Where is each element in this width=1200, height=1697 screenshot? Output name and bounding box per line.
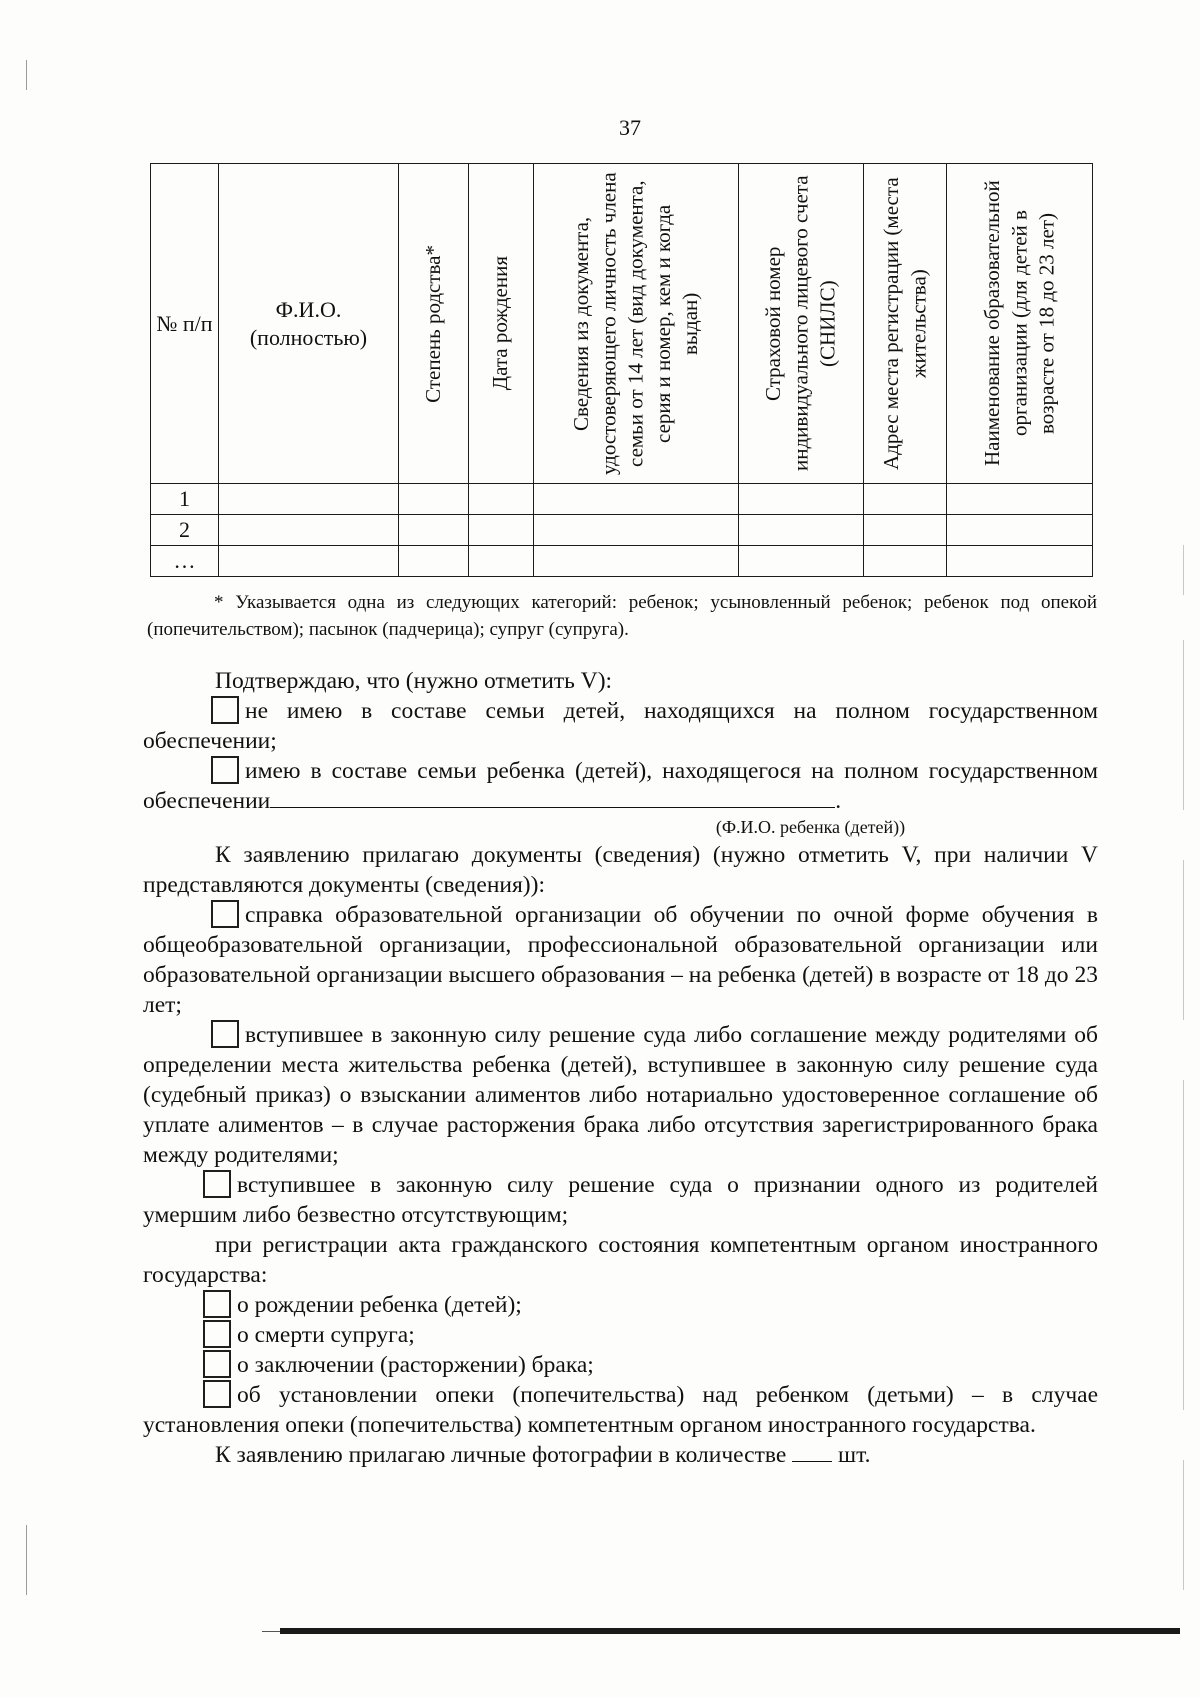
cell-snils[interactable] bbox=[739, 546, 864, 577]
cell-id-document[interactable] bbox=[534, 484, 739, 515]
header-birth-date: Дата рождения bbox=[469, 164, 534, 484]
cell-snils[interactable] bbox=[739, 484, 864, 515]
foreign-registration-intro: при регистрации акта гражданского состояния компетентным органом иностранного государства: bbox=[143, 1232, 1098, 1288]
cell-relation[interactable] bbox=[399, 484, 469, 515]
checkbox-foreign-death[interactable] bbox=[203, 1320, 231, 1348]
row-number: … bbox=[151, 546, 219, 577]
row-number: 2 bbox=[151, 515, 219, 546]
table-row bbox=[151, 515, 1093, 546]
confirm-option-1: не имею в составе семьи детей, находящихся на полном государственном обеспечении; bbox=[143, 698, 1098, 754]
cell-relation[interactable] bbox=[399, 515, 469, 546]
confirm-intro: Подтверждаю, что (нужно отметить V): bbox=[215, 668, 613, 694]
footnote bbox=[147, 590, 1097, 643]
checkbox-foreign-marriage[interactable] bbox=[203, 1350, 231, 1378]
cell-id-document[interactable] bbox=[534, 515, 739, 546]
checkbox-has-children-state-care[interactable] bbox=[211, 756, 239, 784]
scan-edge-mark bbox=[1183, 545, 1184, 595]
document-item-education: справка образовательной организации об обучении по очной форме обучения в общеобразовательной организации, профессиональной образовательной организации или образовательной организации высшего образования – на ребенка (детей) в возрасте от 18 до 23 лет; bbox=[143, 902, 1098, 1018]
child-name-caption: (Ф.И.О. ребенка (детей)) bbox=[715, 817, 906, 837]
scan-edge-mark bbox=[1183, 860, 1184, 1020]
scan-edge-mark bbox=[26, 1525, 27, 1595]
checkbox-no-children-state-care[interactable] bbox=[211, 696, 239, 724]
foreign-item-birth: о рождении ребенка (детей); bbox=[143, 1290, 1098, 1320]
header-fio: Ф.И.О. (полностью) bbox=[219, 164, 399, 484]
photo-count-field[interactable] bbox=[792, 1461, 832, 1462]
foreign-item-marriage: о заключении (расторжении) брака; bbox=[143, 1350, 1098, 1380]
confirm-option-2: имею в составе семьи ребенка (детей), находящегося на полном государственном обеспечении . bbox=[143, 758, 1098, 814]
cell-snils[interactable] bbox=[739, 515, 864, 546]
cell-fio[interactable] bbox=[219, 484, 399, 515]
cell-education[interactable] bbox=[947, 484, 1093, 515]
checkbox-education-certificate[interactable] bbox=[211, 900, 239, 928]
table-row bbox=[151, 546, 1093, 577]
checkbox-missing-parent[interactable] bbox=[203, 1170, 231, 1198]
cell-id-document[interactable] bbox=[534, 546, 739, 577]
header-snils: Страховой номер индивидуального лицевого счета (СНИЛС) bbox=[739, 164, 864, 484]
scan-edge-mark bbox=[262, 1631, 282, 1632]
checkbox-foreign-guardianship[interactable] bbox=[203, 1380, 231, 1408]
photos-line: К заявлению прилагаю личные фотографии в количестве шт. bbox=[215, 1442, 871, 1468]
foreign-item-guardianship: об установлении опеки (попечительства) над ребенком (детьми) – в случае установления опеки (попечительства) компетентным органом иностранного государства. bbox=[143, 1382, 1098, 1438]
cell-fio[interactable] bbox=[219, 515, 399, 546]
cell-address[interactable] bbox=[864, 546, 947, 577]
cell-relation[interactable] bbox=[399, 546, 469, 577]
cell-birth-date[interactable] bbox=[469, 546, 534, 577]
header-relation: Степень родства* bbox=[399, 164, 469, 484]
scan-edge-mark bbox=[26, 60, 27, 90]
child-name-field[interactable] bbox=[270, 807, 835, 808]
footnote-text: * Указывается одна из следующих категорий: ребенок; усыновленный ребенок; ребенок под опекой (попечительством); пасынок (падчерица); супруг (супруга). bbox=[147, 592, 1097, 640]
form-body bbox=[143, 666, 1098, 1470]
cell-address[interactable] bbox=[864, 484, 947, 515]
family-members-table bbox=[150, 163, 1093, 577]
table-header-row bbox=[151, 164, 1093, 484]
header-num: № п/п bbox=[151, 164, 219, 484]
foreign-item-death: о смерти супруга; bbox=[143, 1320, 1098, 1350]
document-item-court-decision: вступившее в законную силу решение суда либо соглашение между родителями об определении места жительства ребенка (детей), вступившее в законную силу решение суда (судебный приказ) о взыскании алиментов либо нотариально удостоверенное соглашение об уплате алиментов – в случае расторжения брака либо отсутствия зарегистрированного брака между родителями; bbox=[143, 1022, 1098, 1168]
scan-edge-mark bbox=[1183, 640, 1184, 810]
checkbox-foreign-birth[interactable] bbox=[203, 1290, 231, 1318]
scan-edge-mark bbox=[1183, 1460, 1184, 1590]
cell-birth-date[interactable] bbox=[469, 484, 534, 515]
document-item-missing-parent: вступившее в законную силу решение суда о признании одного из родителей умершим либо безвестно отсутствующим; bbox=[143, 1172, 1098, 1228]
row-number: 1 bbox=[151, 484, 219, 515]
header-education: Наименование образовательной организации (для детей в возрасте от 18 до 23 лет) bbox=[947, 164, 1093, 484]
page-number: 37 bbox=[619, 115, 641, 140]
scan-edge-mark bbox=[1183, 1080, 1184, 1410]
cell-education[interactable] bbox=[947, 515, 1093, 546]
page-bottom-rule bbox=[280, 1628, 1180, 1634]
documents-intro: К заявлению прилагаю документы (сведения) (нужно отметить V, при наличии V представляются документы (сведения)): bbox=[143, 842, 1098, 898]
cell-education[interactable] bbox=[947, 546, 1093, 577]
header-id-document: Сведения из документа, удостоверяющего личность члена семьи от 14 лет (вид документа, серия и номер, кем и когда выдан) bbox=[534, 164, 739, 484]
cell-fio[interactable] bbox=[219, 546, 399, 577]
cell-address[interactable] bbox=[864, 515, 947, 546]
cell-birth-date[interactable] bbox=[469, 515, 534, 546]
table-row bbox=[151, 484, 1093, 515]
header-address: Адрес места регистрации (места жительства) bbox=[864, 164, 947, 484]
checkbox-court-decision[interactable] bbox=[211, 1020, 239, 1048]
